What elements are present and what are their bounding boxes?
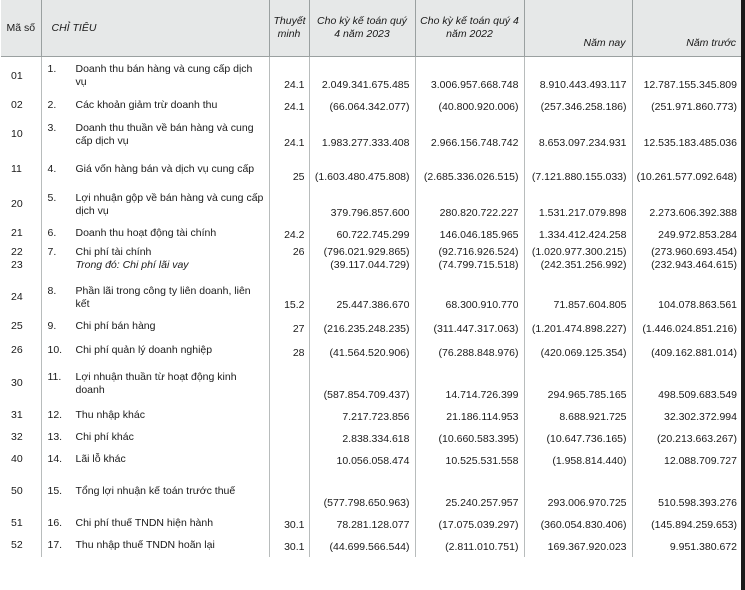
row-prev-year: 12.088.709.727 <box>664 455 737 467</box>
row-item-label: Trong đó: Chi phí lãi vay <box>75 258 189 271</box>
row-index <box>48 259 76 272</box>
row-prev-year: (10.261.577.092.648) <box>636 171 737 183</box>
row-q2023: (216.235.248.235) <box>309 315 415 339</box>
row-code: 32 <box>1 427 41 449</box>
row-item <box>41 117 269 153</box>
row-this-year: (1.958.814.440) <box>524 449 632 471</box>
row-q2022: 25.240.257.957 <box>415 471 524 513</box>
row-this-year: 1.531.217.079.898 <box>524 187 632 223</box>
row-prev-year: 9.951.380.672 <box>669 541 737 553</box>
row-q2023: (577.798.650.963) <box>309 471 415 513</box>
header-item: CHỈ TIÊU <box>41 0 269 57</box>
row-code: 22 <box>1 245 41 259</box>
table-row <box>1 57 742 95</box>
table-body <box>1 57 742 557</box>
row-q2023: 78.281.128.077 <box>309 513 415 535</box>
row-prev-year: (409.162.881.014) <box>651 347 737 359</box>
row-item <box>41 315 269 339</box>
row-index: 17. <box>47 539 63 552</box>
row-index: 6. <box>47 227 57 240</box>
row-index: 8. <box>47 285 57 297</box>
row-item-label: Doanh thu thuần về bán hàng và cung cấp dịch vụ <box>75 122 254 147</box>
row-this-year: (1.020.977.300.215) <box>524 245 632 259</box>
row-note: 27 <box>269 315 309 339</box>
row-note <box>269 427 309 449</box>
row-code: 52 <box>1 535 41 557</box>
row-q2023: 2.838.334.618 <box>309 427 415 449</box>
row-q2022: (2.811.010.751) <box>415 535 524 557</box>
row-index: 14. <box>47 453 63 466</box>
row-q2022: (76.288.848.976) <box>415 339 524 363</box>
row-item-label: Lợi nhuận thuần từ hoạt động kinh doanh <box>75 371 237 396</box>
row-note: 24.2 <box>269 223 309 245</box>
row-code: 50 <box>1 471 41 513</box>
row-q2022: 146.046.185.965 <box>415 223 524 245</box>
row-this-year: (420.069.125.354) <box>524 339 632 363</box>
table-row <box>1 405 742 427</box>
row-index: 13. <box>47 431 63 444</box>
row-prev-year: 12.787.155.345.809 <box>643 79 737 91</box>
row-item-label: Giá vốn hàng bán và dịch vụ cung cấp <box>75 163 255 176</box>
row-prev-year: (1.446.024.851.216) <box>642 323 737 335</box>
row-q2023: (41.564.520.906) <box>309 339 415 363</box>
row-item-label: Doanh thu bán hàng và cung cấp dịch vụ <box>75 63 253 88</box>
row-item <box>41 513 269 535</box>
row-prev-year: (145.894.259.653) <box>651 519 737 531</box>
row-code: 21 <box>1 223 41 245</box>
row-note: 15.2 <box>269 281 309 315</box>
row-code: 25 <box>1 315 41 339</box>
row-note: 24.1 <box>269 117 309 153</box>
row-prev-year: (20.213.663.267) <box>657 433 737 445</box>
header-this-year: Năm nay <box>524 0 632 57</box>
row-item <box>41 95 269 117</box>
row-q2023: 7.217.723.856 <box>309 405 415 427</box>
row-item-label: Chi phí tài chính <box>75 246 152 258</box>
row-this-year: 71.857.604.805 <box>524 281 632 315</box>
row-prev-year: 249.972.853.284 <box>658 229 737 241</box>
header-q2023: Cho kỳ kế toán quý 4 năm 2023 <box>309 0 415 57</box>
row-code: 24 <box>1 281 41 315</box>
row-item-label: Lợi nhuận gộp về bán hàng và cung cấp dịch vụ <box>75 192 264 217</box>
table-row <box>1 471 742 513</box>
income-statement-table <box>1 0 742 557</box>
row-q2022: 10.525.531.558 <box>415 449 524 471</box>
row-item <box>41 223 269 245</box>
row-note <box>269 259 309 281</box>
row-q2022: 3.006.957.668.748 <box>415 57 524 95</box>
row-this-year: 1.334.412.424.258 <box>524 223 632 245</box>
row-q2023: 60.722.745.299 <box>309 223 415 245</box>
row-code: 11 <box>1 153 41 187</box>
row-this-year: 169.367.920.023 <box>524 535 632 557</box>
table-row <box>1 339 742 363</box>
row-q2022: 68.300.910.770 <box>415 281 524 315</box>
table-row <box>1 153 742 187</box>
row-item <box>41 153 269 187</box>
row-code: 10 <box>1 117 41 153</box>
row-q2022: 14.714.726.399 <box>415 363 524 405</box>
row-item-label: Chi phí bán hàng <box>75 320 156 333</box>
row-q2023: (44.699.566.544) <box>309 535 415 557</box>
row-item <box>41 471 269 513</box>
row-item <box>41 535 269 557</box>
row-this-year: (242.351.256.992) <box>524 259 632 281</box>
row-q2022: (40.800.920.006) <box>415 95 524 117</box>
row-item <box>41 427 269 449</box>
row-item <box>41 259 269 281</box>
row-note: 30.1 <box>269 535 309 557</box>
row-note: 30.1 <box>269 513 309 535</box>
row-index: 16. <box>47 517 63 530</box>
row-prev-year: 2.273.606.392.388 <box>649 207 737 219</box>
row-item <box>41 57 269 95</box>
row-q2022: (17.075.039.297) <box>415 513 524 535</box>
row-index: 9. <box>47 320 57 333</box>
row-item-label: Chi phí thuế TNDN hiện hành <box>75 517 214 530</box>
row-q2022: (10.660.583.395) <box>415 427 524 449</box>
row-index: 15. <box>47 485 63 498</box>
row-this-year: 294.965.785.165 <box>524 363 632 405</box>
row-q2023: (796.021.929.865) <box>309 245 415 259</box>
row-code: 02 <box>1 95 41 117</box>
row-item-label: Tổng lợi nhuận kế toán trước thuế <box>75 485 236 498</box>
row-item-label: Thu nhập thuế TNDN hoãn lại <box>75 539 215 552</box>
table-row <box>1 363 742 405</box>
row-this-year: 293.006.970.725 <box>524 471 632 513</box>
row-this-year: (10.647.736.165) <box>524 427 632 449</box>
row-prev-year: 498.509.683.549 <box>658 389 737 401</box>
row-code: 01 <box>1 57 41 95</box>
row-q2023: 2.049.341.675.485 <box>309 57 415 95</box>
row-note: 26 <box>269 245 309 259</box>
row-this-year: 8.688.921.725 <box>524 405 632 427</box>
row-code: 40 <box>1 449 41 471</box>
row-index: 1. <box>47 63 57 76</box>
table-row <box>1 95 742 117</box>
row-this-year: (257.346.258.186) <box>524 95 632 117</box>
table-row <box>1 315 742 339</box>
row-code: 26 <box>1 339 41 363</box>
header-q2022: Cho kỳ kế toán quý 4 năm 2022 <box>415 0 524 57</box>
row-note: 24.1 <box>269 57 309 95</box>
row-this-year: (360.054.830.406) <box>524 513 632 535</box>
row-item-label: Doanh thu hoạt động tài chính <box>75 227 217 240</box>
row-code: 30 <box>1 363 41 405</box>
row-item-label: Chi phí khác <box>75 431 134 444</box>
row-this-year: 8.910.443.493.117 <box>524 57 632 95</box>
row-index: 7. <box>47 246 57 258</box>
row-item <box>41 187 269 223</box>
row-prev-year: 510.598.393.276 <box>658 497 737 509</box>
row-q2023: (587.854.709.437) <box>309 363 415 405</box>
row-prev-year: 32.302.372.994 <box>664 411 737 423</box>
row-index: 10. <box>47 344 63 357</box>
table-row <box>1 245 742 259</box>
row-item <box>41 405 269 427</box>
row-prev-year: (273.960.693.454) <box>651 246 737 258</box>
row-q2022: 2.966.156.748.742 <box>415 117 524 153</box>
table-row <box>1 259 742 281</box>
row-item-label: Lãi lỗ khác <box>75 453 126 466</box>
row-prev-year: (232.943.464.615) <box>651 258 737 271</box>
row-code: 20 <box>1 187 41 223</box>
row-prev-year: 12.535.183.485.036 <box>643 137 737 149</box>
row-note <box>269 187 309 223</box>
row-index: 11. <box>47 371 62 383</box>
row-item <box>41 245 269 259</box>
row-prev-year: (251.971.860.773) <box>651 101 737 113</box>
row-this-year: (7.121.880.155.033) <box>524 153 632 187</box>
table-row <box>1 281 742 315</box>
row-item <box>41 449 269 471</box>
row-index: 4. <box>47 163 57 176</box>
row-q2023: 10.056.058.474 <box>309 449 415 471</box>
row-this-year: (1.201.474.898.227) <box>524 315 632 339</box>
row-q2023: 1.983.277.333.408 <box>309 117 415 153</box>
table-row <box>1 513 742 535</box>
row-item <box>41 281 269 315</box>
table-row <box>1 427 742 449</box>
row-q2023: (39.117.044.729) <box>309 259 415 281</box>
row-note: 25 <box>269 153 309 187</box>
row-item-label: Phần lãi trong công ty liên doanh, liên kết <box>75 285 251 310</box>
row-note <box>269 405 309 427</box>
page-edge <box>741 0 745 590</box>
row-q2023: (66.064.342.077) <box>309 95 415 117</box>
header-code: Mã số <box>1 0 41 57</box>
row-this-year: 8.653.097.234.931 <box>524 117 632 153</box>
row-note: 24.1 <box>269 95 309 117</box>
row-code: 23 <box>1 259 41 281</box>
row-item <box>41 363 269 405</box>
row-index: 5. <box>47 192 57 204</box>
row-q2023: (1.603.480.475.808) <box>309 153 415 187</box>
row-q2022: (311.447.317.063) <box>415 315 524 339</box>
row-item-label: Các khoản giảm trừ doanh thu <box>75 99 218 112</box>
table-row <box>1 449 742 471</box>
row-item-label: Thu nhập khác <box>75 409 145 422</box>
row-note <box>269 449 309 471</box>
row-q2023: 25.447.386.670 <box>309 281 415 315</box>
row-q2022: (2.685.336.026.515) <box>415 153 524 187</box>
row-note <box>269 471 309 513</box>
header-prev-year: Năm trước <box>632 0 742 57</box>
row-code: 31 <box>1 405 41 427</box>
row-q2022: (74.799.715.518) <box>415 259 524 281</box>
row-index: 12. <box>47 409 63 422</box>
row-note: 28 <box>269 339 309 363</box>
row-q2023: 379.796.857.600 <box>309 187 415 223</box>
header-note: Thuyết minh <box>269 0 309 57</box>
table-header <box>1 0 742 57</box>
row-q2022: (92.716.926.524) <box>415 245 524 259</box>
table-row <box>1 535 742 557</box>
row-prev-year: 104.078.863.561 <box>658 299 737 311</box>
row-q2022: 280.820.722.227 <box>415 187 524 223</box>
row-item-label: Chi phí quản lý doanh nghiệp <box>75 344 213 357</box>
table-row <box>1 187 742 223</box>
row-item <box>41 339 269 363</box>
row-index: 2. <box>47 99 57 112</box>
row-code: 51 <box>1 513 41 535</box>
table-row <box>1 223 742 245</box>
row-note <box>269 363 309 405</box>
row-index: 3. <box>47 122 57 134</box>
row-q2022: 21.186.114.953 <box>415 405 524 427</box>
table-row <box>1 117 742 153</box>
